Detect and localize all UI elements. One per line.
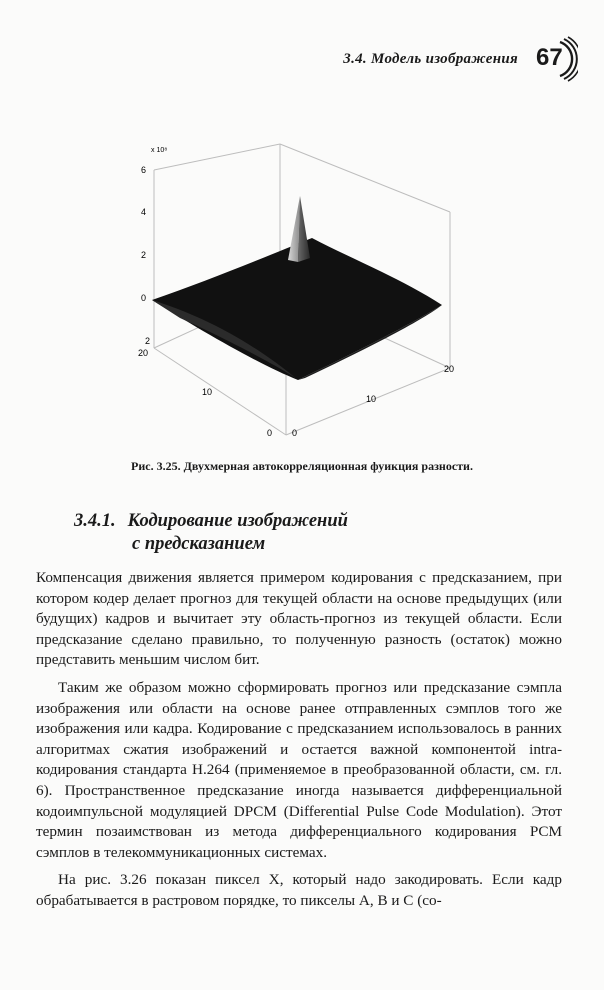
page-number: 67 <box>536 44 563 71</box>
z-exponent-label: x 10⁸ <box>151 147 168 154</box>
z-tick: 2 <box>144 336 150 346</box>
z-tick: 0 <box>140 293 146 303</box>
y-tick: 20 <box>137 348 148 358</box>
paragraph: Таким же образом можно сформировать прогноз или предсказание сэмпла изображения или области на основе ранее отправленных сэмплов того же изображения или кадра. Кодирование с предсказанием использовалось в ранних алгоритмах сжатия изображений и остается важной компонентой intra-кодирования стандарта H.264 (применяемое в преобразованной области, см. гл. 6). Пространственное предсказание иногда называется дифференциальной кодоимпульсной модуляцией DPCM (Differential Pulse Code Modulation). Этот термин позаимствован из метода дифференциального кодирования PCM сэмплов в телекоммуникационных системах. <box>36 678 562 861</box>
paragraph: Компенсация движения является примером кодирования с предсказанием, при котором кодер делает прогноз для текущей области на основе предыдущих (или будущих) кадров и вычитает эту область-прогноз из текущей области. Если предсказание сделано правильно, то полученную разность (остаток) можно представить меньшим числом бит. <box>36 569 562 669</box>
paragraph: На рис. 3.26 показан пиксел X, который надо закодировать. Если кадр обрабатывается в растровом порядке, то пикселы A, B и C (со- <box>36 871 562 909</box>
section-heading <box>74 510 494 556</box>
y-tick: 10 <box>201 387 212 397</box>
caption-text: Двухмерная автокорреляционная фуикция разности. <box>183 459 473 473</box>
surface-plot <box>120 140 480 445</box>
x-tick: 20 <box>444 364 455 374</box>
section-title-line2: с предсказанием <box>132 534 266 554</box>
section-number: 3.4.1. <box>74 511 116 531</box>
y-tick: 0 <box>266 428 272 438</box>
correlation-peak <box>288 196 300 262</box>
section-title-line1: Кодирование изображений <box>127 511 348 531</box>
x-tick: 10 <box>366 394 377 404</box>
running-head <box>343 36 578 82</box>
running-title: 3.4. Модель изображения <box>343 50 518 67</box>
figure-caption <box>0 459 604 474</box>
z-tick: 4 <box>140 207 146 217</box>
x-tick: 0 <box>292 428 298 438</box>
caption-label: Рис. 3.25. <box>131 459 181 473</box>
body-text <box>36 568 562 919</box>
page-number-badge <box>532 36 578 82</box>
autocorrelation-figure <box>120 140 480 445</box>
z-tick: 6 <box>140 165 146 175</box>
z-tick: 2 <box>140 250 146 260</box>
surface <box>152 196 442 380</box>
